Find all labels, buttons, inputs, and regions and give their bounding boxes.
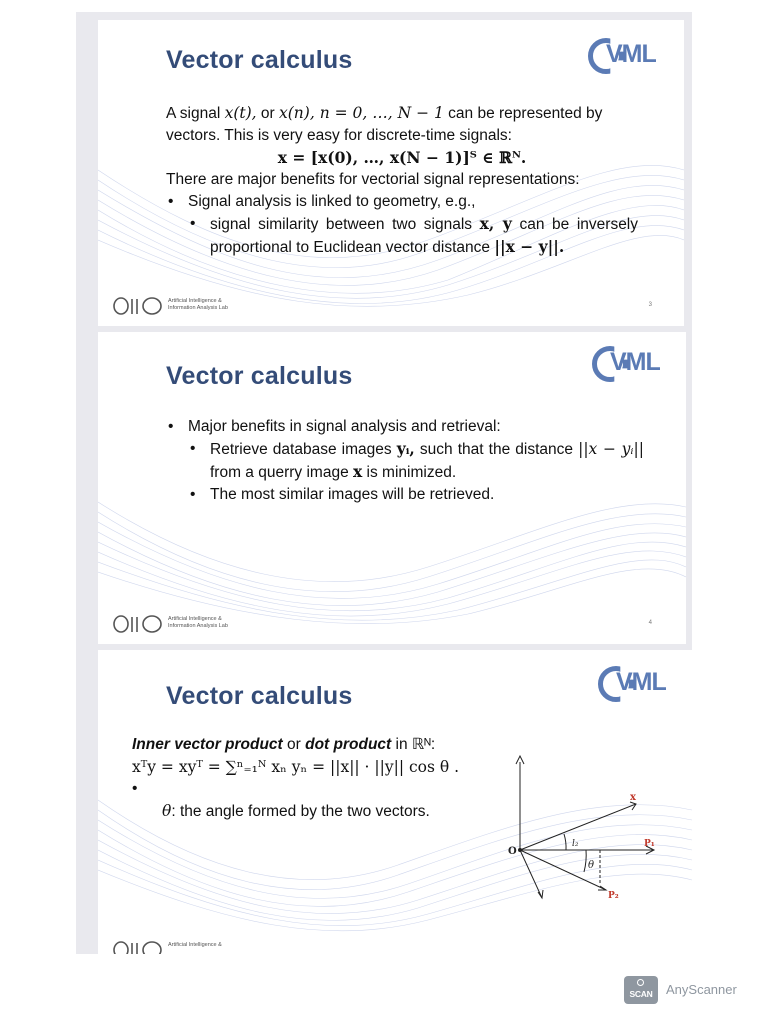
p2-label: P₂ xyxy=(608,891,619,900)
theta-label: θ xyxy=(588,860,595,871)
vml-logo-text: VML xyxy=(610,348,660,376)
bullet-marker: • xyxy=(132,780,138,797)
text-line: θ: the angle formed by the two vectors. xyxy=(162,802,430,820)
bullet-item: • Signal analysis is linked to geometry, e.g., xyxy=(166,191,638,213)
slide-footer xyxy=(112,296,672,318)
scanner-icon-label: SCAN xyxy=(629,989,653,999)
p1-label: P₁ xyxy=(644,839,655,849)
slide-3 xyxy=(98,650,692,954)
slide-footer xyxy=(112,940,672,954)
text-line: Inner vector product or dot product in ℝᴺ: xyxy=(132,736,436,753)
slide-1 xyxy=(98,20,684,326)
bullet-item: • Major benefits in signal analysis and retrieval: xyxy=(166,416,644,438)
l2-label: l₂ xyxy=(572,839,579,849)
vml-logo xyxy=(588,36,670,82)
scanner-app-icon xyxy=(624,976,658,1004)
slide-title: Vector calculus xyxy=(166,682,353,710)
sub-bullet-item: • Retrieve database images yᵢ, such that the distance ||x − yᵢ|| from a querry image x is minimized. xyxy=(166,438,644,484)
page-number: 3 xyxy=(648,302,652,308)
text-line: A signal x(t), or x(n), n = 0, …, N − 1 can be represented by xyxy=(166,104,603,122)
vml-logo xyxy=(592,344,674,390)
vector-angle-diagram xyxy=(506,750,656,900)
aiia-logo-icon xyxy=(112,940,164,954)
equation: xᵀy = xyᵀ = ∑ⁿ₌₁ᴺ xₙ yₙ = ||x|| · ||y|| cos θ . xyxy=(132,758,460,776)
slide-body xyxy=(166,416,644,506)
slide-title: Vector calculus xyxy=(166,46,353,74)
sub-bullet-item: • signal similarity between two signals x, y can be inversely proportional to Euclidean vector distance ||x − y||. xyxy=(166,213,638,259)
slide-2 xyxy=(98,332,686,644)
origin-label: O xyxy=(508,846,517,857)
scanner-app-name: AnyScanner xyxy=(666,982,737,997)
vml-logo-text: VML xyxy=(616,668,666,696)
slide-footer xyxy=(112,614,672,636)
aiia-logo-icon xyxy=(112,614,164,634)
lab-name: Artificial Intelligence & Information Analysis Lab xyxy=(168,616,228,629)
aiia-logo-icon xyxy=(112,296,164,316)
anyscanner-watermark xyxy=(624,976,764,1006)
text-line: vectors. This is very easy for discrete-time signals: xyxy=(166,127,512,144)
slide-body xyxy=(132,734,512,823)
vml-logo-text: VML xyxy=(606,40,656,68)
page-number: 4 xyxy=(648,620,652,626)
sub-bullet-item: • The most similar images will be retrieved. xyxy=(166,484,644,506)
scanner-lens-icon xyxy=(637,979,644,986)
slide-title: Vector calculus xyxy=(166,362,353,390)
slide-body xyxy=(166,102,638,259)
equation: x = [x(0), …, x(N − 1)]ᵀ ∈ ℝᴺ. xyxy=(277,148,527,167)
x-vector-label: x xyxy=(630,792,636,803)
lab-name: Artificial Intelligence & Information Analysis Lab xyxy=(168,298,228,311)
vml-logo xyxy=(598,664,680,710)
text-line: There are major benefits for vectorial signal representations: xyxy=(166,171,580,188)
origin-point xyxy=(518,848,522,852)
lab-name: Artificial Intelligence & xyxy=(168,942,222,948)
